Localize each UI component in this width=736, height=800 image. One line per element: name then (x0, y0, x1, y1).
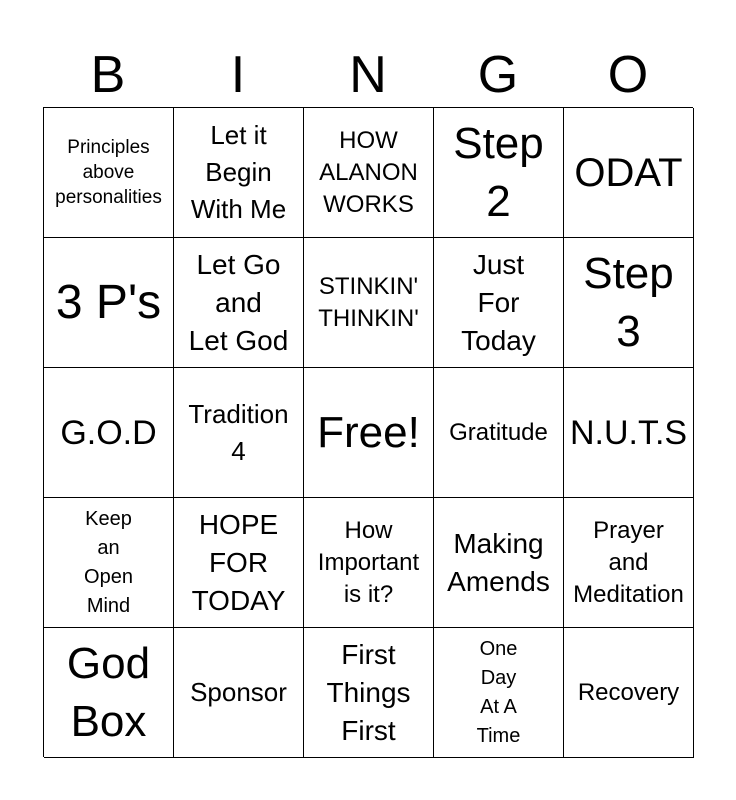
bingo-cell[interactable]: N.U.T.S (564, 368, 694, 498)
bingo-cell[interactable]: Tradition 4 (174, 368, 304, 498)
bingo-cell[interactable]: HOPE FOR TODAY (174, 498, 304, 628)
bingo-cell[interactable]: Let Go and Let God (174, 238, 304, 368)
bingo-cell[interactable]: Making Amends (434, 498, 564, 628)
bingo-cell[interactable]: Sponsor (174, 628, 304, 758)
bingo-cell[interactable]: 3 P's (44, 238, 174, 368)
header-letter-i: I (230, 46, 246, 104)
bingo-cell[interactable]: STINKIN' THINKIN' (304, 238, 434, 368)
bingo-cell[interactable]: Step 3 (564, 238, 694, 368)
bingo-cell[interactable]: Prayer and Meditation (564, 498, 694, 628)
bingo-board (43, 107, 693, 757)
bingo-cell[interactable]: Gratitude (434, 368, 564, 498)
bingo-cell[interactable]: Step 2 (434, 108, 564, 238)
header-letter-b: B (90, 46, 126, 104)
bingo-cell[interactable]: Just For Today (434, 238, 564, 368)
bingo-cell[interactable]: ODAT (564, 108, 694, 238)
bingo-cell[interactable]: How Important is it? (304, 498, 434, 628)
bingo-cell[interactable]: Principles above personalities (44, 108, 174, 238)
bingo-cell[interactable]: Let it Begin With Me (174, 108, 304, 238)
free-space-cell[interactable]: Free! (304, 368, 434, 498)
bingo-header (43, 44, 693, 106)
header-letter-n: N (349, 46, 387, 104)
header-letter-g: G (477, 46, 519, 104)
bingo-cell[interactable]: Keep an Open Mind (44, 498, 174, 628)
header-letter-o: O (607, 46, 649, 104)
bingo-cell[interactable]: G.O.D (44, 368, 174, 498)
bingo-cell[interactable]: Recovery (564, 628, 694, 758)
bingo-cell[interactable]: One Day At A Time (434, 628, 564, 758)
bingo-cell[interactable]: God Box (44, 628, 174, 758)
bingo-cell[interactable]: HOW ALANON WORKS (304, 108, 434, 238)
bingo-cell[interactable]: First Things First (304, 628, 434, 758)
